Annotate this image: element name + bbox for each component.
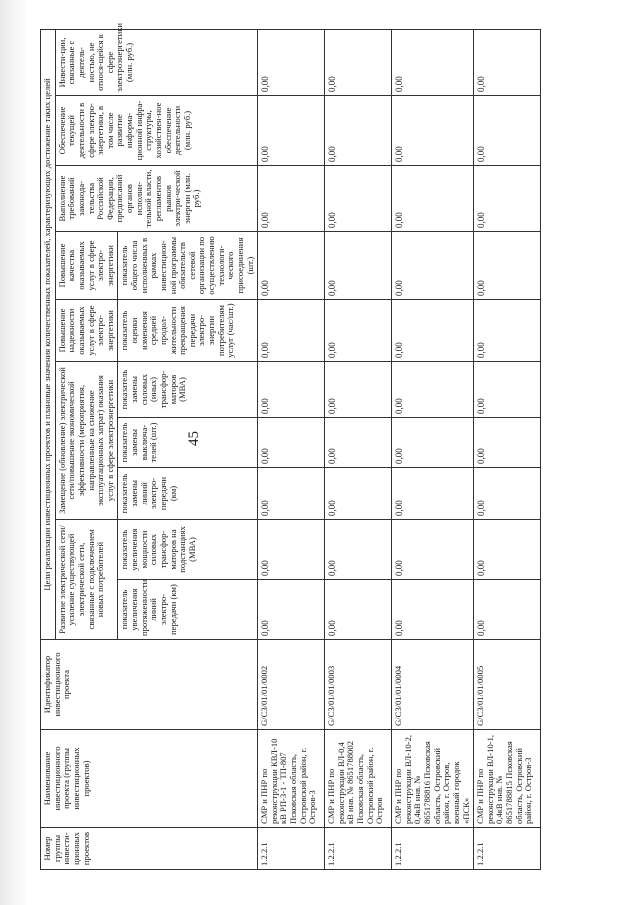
header-availability: Повышение качества оказываемых услуг в сфере электро-энергетики	[55, 232, 118, 300]
cell-value: 0,00	[392, 300, 474, 362]
cell-value: 0,00	[474, 520, 541, 580]
cell-value: 0,00	[258, 418, 325, 468]
header-group-number: Номер группы инвести-ционных проектов	[41, 828, 258, 870]
cell-value: 0,00	[325, 96, 392, 166]
cell-name: СМР и ПНР по реконструкции ВЛ-10-1, 0,4кВ инв. № 8651788815 Псковская область, Островский район, г. Остров-3	[474, 730, 541, 828]
cell-value: 0,00	[258, 166, 325, 232]
table-row	[258, 29, 325, 869]
cell-value: 0,00	[474, 300, 541, 362]
cell-value: 0,00	[474, 580, 541, 640]
cell-value: 0,00	[325, 29, 392, 95]
subheader-trans-rep: показатель замены силовых (иных) трансфор-маторов (МВА)	[118, 362, 258, 418]
subheader-units-rep: показатель замены выключа-телей (шт.)	[118, 418, 258, 468]
header-project-name: Наименование инвестиционного проекта (группы инвестиционных проектов)	[41, 730, 258, 828]
header-development: Развитие электрической сети/усиление существующей электрической сети, связанные с подключением новых потребителей	[55, 520, 118, 640]
table-row	[474, 29, 541, 869]
table-row	[392, 29, 474, 869]
rotated-table-container	[40, 22, 640, 870]
cell-value: 0,00	[325, 166, 392, 232]
cell-value: 0,00	[258, 29, 325, 95]
cell-group: 1.2.2.1	[392, 828, 474, 870]
cell-value: 0,00	[474, 418, 541, 468]
header-support: Обеспечение текущей деятельности в сфере электро-энергетики, в том числе развитие информа-ционной инфра-структуры, хозяйствен-ное обеспечение деятельности (млн. руб.)	[55, 96, 258, 166]
cell-value: 0,00	[325, 520, 392, 580]
page-number: 45	[186, 431, 202, 446]
cell-value: 0,00	[474, 166, 541, 232]
investment-goals-table	[40, 22, 541, 870]
cell-value: 0,00	[392, 468, 474, 520]
cell-group: 1.2.2.1	[325, 828, 392, 870]
cell-value: 0,00	[325, 362, 392, 418]
cell-value: 0,00	[392, 520, 474, 580]
cell-value: 0,00	[258, 96, 325, 166]
cell-value: 0,00	[474, 232, 541, 300]
cell-id: G/C3/01/01/0003	[325, 640, 392, 730]
cell-value: 0,00	[325, 468, 392, 520]
cell-id: G/C3/01/01/0004	[392, 640, 474, 730]
cell-group: 1.2.2.1	[474, 828, 541, 870]
cell-value: 0,00	[474, 96, 541, 166]
cell-value: 0,00	[325, 418, 392, 468]
cell-value: 0,00	[392, 96, 474, 166]
header-project-id: Идентификатор инвестиционного проекта	[41, 640, 258, 730]
header-legal: Выполнение требований законода-тельства Российской Федерации, предписаний органов исполни-тельной власти, регламентов рынков электри-ческой энергии (млн. руб.)	[55, 166, 258, 232]
cell-group: 1.2.2.1	[258, 828, 325, 870]
cell-value: 0,00	[474, 29, 541, 95]
cell-value: 0,00	[258, 580, 325, 640]
header-other: Инвести-ции, связанные с деятель-ностью, не относя-щейся к сфере электроэнергетики (млн. руб.)	[55, 29, 258, 95]
header-reliability: Повышение надежности оказываемых услуг в сфере электро-энергетики	[55, 300, 118, 362]
header-replacement: Замещение (обновление) электрической сети/повышение экономической эффективности (мероприятия, направленные на снижение эксплуатационных затрат) оказания услуг в сфере электроэнергетики	[55, 362, 118, 520]
cell-value: 0,00	[258, 300, 325, 362]
subheader-availability: показатель общего числа исполненных в рамках инвестицион-ной программы обязательств сетевой организации по осуществлению технологи-ческого присоединения (шт.)	[118, 232, 258, 300]
subheader-lines-rep: показатель замены линий электро-передачи (км)	[118, 468, 258, 520]
subheader-lines-dev: показатель увеличения протяженности линий электро-передачи (км)	[118, 580, 258, 640]
cell-value: 0,00	[325, 232, 392, 300]
cell-id: G/C3/01/01/0002	[258, 640, 325, 730]
cell-value: 0,00	[258, 520, 325, 580]
subheader-trans-dev: показатель увеличения мощности силовых трансфор-маторов на подстанциях (МВА)	[118, 520, 258, 580]
cell-value: 0,00	[392, 166, 474, 232]
cell-value: 0,00	[325, 300, 392, 362]
cell-name: СМР и ПНР по реконструкции КВЛ-10 кВ РП-3-1 - ТП-807 Псковская область, Островский район, г. Остров-3	[258, 730, 325, 828]
cell-value: 0,00	[474, 468, 541, 520]
cell-value: 0,00	[258, 232, 325, 300]
cell-value: 0,00	[325, 580, 392, 640]
table-row	[325, 29, 392, 869]
cell-name: СМР и ПНР по реконструкции ВЛ-0,4 кВ инв. № 8651788002 Псковская область, Островский район, г. Остров	[325, 730, 392, 828]
cell-name: СМР и ПНР по реконструкции ВЛ-10-2, 0,4кВ инв. № 8651788816 Псковская область, Островский район, г. Остров, военный городок «ПСК»	[392, 730, 474, 828]
cell-value: 0,00	[392, 418, 474, 468]
cell-value: 0,00	[392, 362, 474, 418]
cell-value: 0,00	[392, 580, 474, 640]
cell-value: 0,00	[392, 29, 474, 95]
cell-id: G/C3/01/01/0005	[474, 640, 541, 730]
header-goals: Цели реализации инвестиционных проектов и плановые значения количественных показателей, характеризующих достижение таких целей	[41, 29, 56, 639]
cell-value: 0,00	[258, 362, 325, 418]
cell-value: 0,00	[258, 468, 325, 520]
cell-value: 0,00	[474, 362, 541, 418]
cell-value: 0,00	[392, 232, 474, 300]
subheader-reliability: показатель оценки изменения средней продол-жительности прекращения передачи электро-энергии потребителям услуг (час/шт.)	[118, 300, 258, 362]
